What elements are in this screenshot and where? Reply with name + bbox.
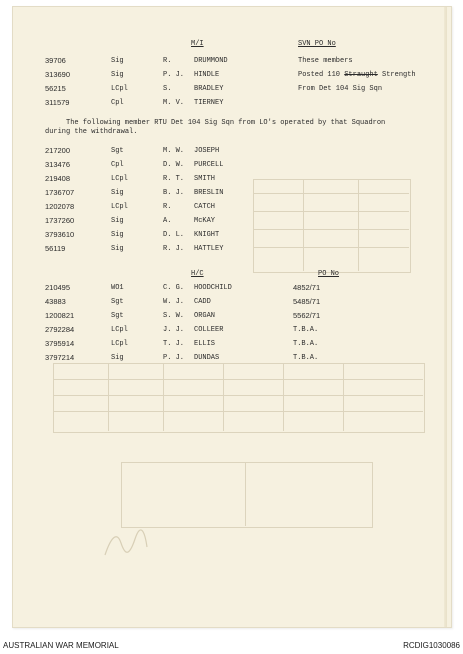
surname: DRUMMOND (194, 57, 228, 65)
surname: SMITH (194, 175, 216, 183)
initials: T. J. (163, 340, 185, 348)
rank: Sig (111, 217, 124, 225)
section-one-header-right: SVN PO No (298, 40, 336, 48)
section-three-header-right: PO No (318, 270, 340, 278)
bleed-through-rule (245, 462, 246, 526)
rank: WO1 (111, 284, 124, 292)
service-number: 3797214 (45, 353, 75, 362)
posting-note: From Det 104 Sig Sqn (298, 85, 383, 93)
archive-reference: RCDIG1030086 (403, 641, 460, 650)
rank: LCpl (111, 340, 128, 348)
posting-note-text: Posted 110 (298, 71, 341, 79)
service-number: 1736707 (45, 188, 75, 197)
surname: CADD (194, 298, 211, 306)
surname: PURCELL (194, 161, 224, 169)
rank: LCpl (111, 326, 128, 334)
service-number: 217200 (45, 146, 71, 155)
po-number: 5562/71 (293, 311, 321, 320)
bleed-through-rule (343, 363, 344, 431)
bleed-through-table-bottom (121, 462, 373, 528)
rank: Sgt (111, 298, 124, 306)
posting-note-text: Strength (382, 71, 416, 79)
po-number: T.B.A. (293, 354, 319, 362)
service-number: 39706 (45, 56, 66, 65)
initials: A. (163, 217, 172, 225)
service-number: 3793610 (45, 230, 75, 239)
service-number: 3795914 (45, 339, 75, 348)
service-number: 56215 (45, 84, 66, 93)
service-number: 219408 (45, 174, 71, 183)
initials: C. G. (163, 284, 185, 292)
section-three-header-left: H/C (191, 270, 204, 278)
service-number: 311579 (45, 98, 70, 107)
paragraph-line-2: during the withdrawal. (45, 128, 138, 136)
bleed-through-rule (253, 229, 409, 230)
service-number: 56119 (45, 244, 66, 253)
rank: Sig (111, 57, 124, 65)
initials: M. W. (163, 147, 185, 155)
initials: R. (163, 203, 172, 211)
rank: LCpl (111, 85, 128, 93)
initials: R. J. (163, 245, 185, 253)
rank: Sig (111, 71, 124, 79)
initials: R. (163, 57, 172, 65)
service-number: 2792284 (45, 325, 75, 334)
bleed-through-signature (101, 527, 151, 561)
surname: JOSEPH (194, 147, 220, 155)
surname: HOODCHILD (194, 284, 232, 292)
posting-note: These members (298, 57, 353, 65)
service-number: 313476 (45, 160, 71, 169)
surname: COLLEER (194, 326, 224, 334)
initials: S. W. (163, 312, 185, 320)
surname: ORGAN (194, 312, 216, 320)
initials: D. L. (163, 231, 185, 239)
service-number: 1202078 (45, 202, 75, 211)
rank: Sig (111, 231, 124, 239)
surname: BRADLEY (194, 85, 224, 93)
initials: J. J. (163, 326, 185, 334)
rank: Cpl (111, 99, 124, 107)
bleed-through-rule (253, 247, 409, 248)
service-number: 1737260 (45, 216, 75, 225)
initials: W. J. (163, 298, 185, 306)
surname: HATTLEY (194, 245, 224, 253)
struck-word: Straught (344, 71, 378, 79)
bleed-through-rule (163, 363, 164, 431)
surname: DUNDAS (194, 354, 220, 362)
rank: Cpl (111, 161, 124, 169)
rank: Sgt (111, 312, 124, 320)
surname: ELLIS (194, 340, 216, 348)
rank: LCpl (111, 175, 128, 183)
rank: Sig (111, 189, 124, 197)
service-number: 1200821 (45, 311, 75, 320)
document-page (12, 6, 452, 628)
bleed-through-rule (358, 179, 359, 271)
initials: M. V. (163, 99, 185, 107)
bleed-through-rule (303, 179, 304, 271)
service-number: 210495 (45, 283, 71, 292)
bleed-through-rule (108, 363, 109, 431)
initials: P. J. (163, 354, 185, 362)
surname: KNIGHT (194, 231, 220, 239)
service-number: 313690 (45, 70, 71, 79)
bleed-through-rule (253, 211, 409, 212)
po-number: 4852/71 (293, 283, 321, 292)
initials: R. T. (163, 175, 185, 183)
posting-note (298, 71, 416, 79)
bleed-through-rule (223, 363, 224, 431)
paragraph-line-1: The following member RTU Det 104 Sig Sqn from LO's operated by that Squadron (66, 119, 386, 127)
rank: LCpl (111, 203, 128, 211)
surname: BRESLIN (194, 189, 224, 197)
po-number: 5485/71 (293, 297, 321, 306)
bleed-through-rule (253, 193, 409, 194)
surname: CATCH (194, 203, 216, 211)
surname: HINDLE (194, 71, 220, 79)
rank: Sig (111, 245, 124, 253)
initials: D. W. (163, 161, 185, 169)
po-number: T.B.A. (293, 340, 319, 348)
rank: Sgt (111, 147, 124, 155)
archive-credit: AUSTRALIAN WAR MEMORIAL (3, 641, 119, 650)
surname: McKAY (194, 217, 216, 225)
surname: TIERNEY (194, 99, 224, 107)
section-one-header-left: M/I (191, 40, 204, 48)
rank: Sig (111, 354, 124, 362)
initials: P. J. (163, 71, 185, 79)
bleed-through-rule (283, 363, 284, 431)
po-number: T.B.A. (293, 326, 319, 334)
service-number: 43883 (45, 297, 66, 306)
initials: B. J. (163, 189, 185, 197)
initials: S. (163, 85, 172, 93)
